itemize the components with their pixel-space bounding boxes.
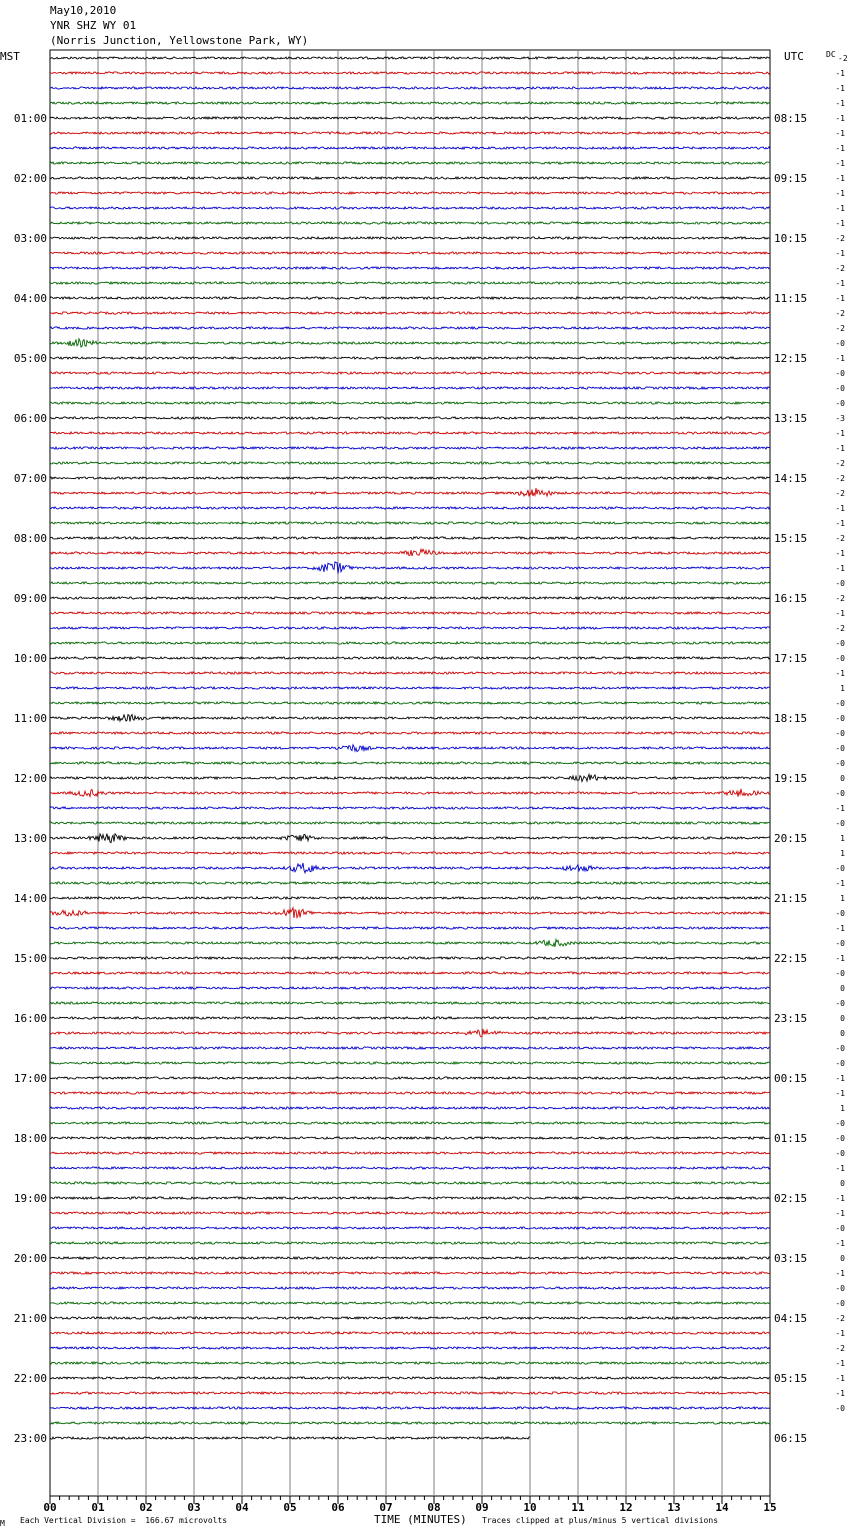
utc-hour-label: 06:15 — [774, 1432, 808, 1445]
utc-hour-label: 13:15 — [774, 412, 808, 425]
mst-hour-label: 23:00 — [13, 1432, 47, 1445]
seismic-trace — [50, 357, 770, 359]
utc-hour-label: 12:15 — [774, 352, 808, 365]
dc-offset-value: -0 — [835, 369, 845, 378]
utc-hour-label: 10:15 — [774, 232, 808, 245]
x-tick-label: 09 — [475, 1501, 489, 1514]
utc-hour-label: 21:15 — [774, 892, 808, 905]
utc-hour-label: 04:15 — [774, 1312, 808, 1325]
plot-frame — [50, 50, 770, 1496]
dc-offset-value: -2 — [835, 489, 845, 498]
x-tick-label: 02 — [139, 1501, 153, 1514]
seismic-trace — [50, 1107, 770, 1109]
utc-hour-label: 01:15 — [774, 1132, 808, 1145]
dc-offset-value: -1 — [835, 1209, 845, 1218]
seismic-trace — [50, 57, 770, 59]
seismic-trace — [50, 207, 770, 209]
dc-offset-value: -1 — [835, 1269, 845, 1278]
seismic-trace — [50, 789, 770, 797]
seismic-trace — [50, 477, 770, 479]
dc-offset-value: 0 — [840, 774, 845, 783]
dc-offset-value: -1 — [835, 219, 845, 228]
mst-hour-label: 07:00 — [13, 472, 47, 485]
seismic-trace — [50, 1227, 770, 1229]
dc-offset-value: -1 — [835, 294, 845, 303]
dc-offset-value: -0 — [835, 1119, 845, 1128]
seismic-trace — [50, 1182, 770, 1184]
dc-offset-value: -1 — [835, 1359, 845, 1368]
mst-hour-label: 18:00 — [13, 1132, 47, 1145]
seismic-trace — [50, 1302, 770, 1304]
mst-hour-label: 19:00 — [13, 1192, 47, 1205]
seismic-trace — [50, 177, 770, 179]
dc-offset-value: -1 — [835, 354, 845, 363]
dc-offset-value: 1 — [840, 894, 845, 903]
vertical-division-note: Each Vertical Division = 166.67 microvolts — [20, 1516, 228, 1525]
seismic-trace — [50, 1347, 770, 1349]
seismic-trace — [50, 522, 770, 524]
dc-offset-value: 0 — [840, 1254, 845, 1263]
dc-offset-value: -1 — [835, 1164, 845, 1173]
seismic-trace — [50, 1407, 770, 1409]
dc-offset-value: -0 — [835, 399, 845, 408]
dc-offset-value: -1 — [835, 609, 845, 618]
mst-axis-title: MST — [0, 50, 20, 63]
dc-offset-value: -0 — [835, 729, 845, 738]
seismic-trace — [50, 237, 770, 239]
mst-hour-label: 02:00 — [13, 172, 47, 185]
dc-offset-value: -1 — [835, 174, 845, 183]
dc-offset-value: -2 — [835, 264, 845, 273]
seismic-trace — [50, 1092, 770, 1094]
x-tick-label: 06 — [331, 1501, 345, 1514]
seismic-trace — [50, 432, 770, 434]
chart-station: YNR SHZ WY 01 — [50, 19, 137, 32]
dc-offset-value: -0 — [835, 909, 845, 918]
dc-offset-value: -2 — [835, 1344, 845, 1353]
seismic-trace — [50, 1002, 770, 1004]
dc-offset-value: -1 — [835, 144, 845, 153]
dc-offset-value: -2 — [835, 534, 845, 543]
x-tick-label: 13 — [667, 1501, 681, 1514]
dc-offset-value: -0 — [835, 1149, 845, 1158]
dc-offset-value: -1 — [835, 564, 845, 573]
dc-offset-value: -0 — [835, 999, 845, 1008]
x-tick-label: 00 — [43, 1501, 57, 1514]
seismic-trace — [50, 192, 770, 194]
seismic-trace — [50, 267, 770, 269]
utc-hour-label: 19:15 — [774, 772, 808, 785]
seismic-trace — [50, 1062, 770, 1064]
utc-hour-label: 16:15 — [774, 592, 808, 605]
seismic-trace — [50, 687, 770, 689]
seismic-trace — [50, 807, 770, 809]
seismic-trace — [50, 657, 770, 659]
utc-hour-label: 23:15 — [774, 1012, 808, 1025]
seismic-trace — [50, 387, 770, 389]
seismic-trace — [50, 72, 770, 74]
utc-hour-label: 09:15 — [774, 172, 808, 185]
dc-offset-value: -1 — [835, 1389, 845, 1398]
seismic-trace — [50, 987, 770, 989]
seismic-trace — [50, 774, 770, 781]
dc-offset-value: -3 — [835, 414, 845, 423]
seismic-trace — [50, 327, 770, 329]
mst-hour-label: 05:00 — [13, 352, 47, 365]
seismic-trace — [50, 462, 770, 464]
seismic-trace — [50, 822, 770, 824]
seismic-trace — [50, 627, 770, 629]
seismic-trace — [50, 1212, 770, 1214]
dc-offset-value: -0 — [835, 579, 845, 588]
seismic-trace — [50, 222, 770, 224]
seismic-trace — [50, 1152, 770, 1154]
dc-offset-value: -1 — [835, 114, 845, 123]
x-tick-label: 05 — [283, 1501, 297, 1514]
dc-offset-value: -0 — [835, 1284, 845, 1293]
seismic-trace — [50, 927, 770, 929]
dc-offset-value: -0 — [835, 654, 845, 663]
seismic-trace — [50, 672, 770, 674]
x-axis-title: TIME (MINUTES) — [374, 1513, 467, 1526]
mst-hour-label: 03:00 — [13, 232, 47, 245]
dc-offset-value: -1 — [835, 804, 845, 813]
utc-hour-label: 17:15 — [774, 652, 808, 665]
dc-offset-value: -2 — [835, 624, 845, 633]
seismic-trace — [50, 1137, 770, 1139]
dc-offset-value: 1 — [840, 684, 845, 693]
dc-offset-value: -1 — [835, 159, 845, 168]
seismic-trace — [50, 715, 770, 722]
mst-hour-label: 01:00 — [13, 112, 47, 125]
seismic-trace — [50, 562, 770, 574]
mst-hour-label: 13:00 — [13, 832, 47, 845]
dc-offset-value: -1 — [835, 249, 845, 258]
dc-offset-value: -1 — [835, 429, 845, 438]
seismic-trace — [50, 417, 770, 419]
axis-label-group — [14, 50, 848, 1514]
x-tick-label: 07 — [379, 1501, 393, 1514]
seismic-trace — [50, 282, 770, 284]
utc-hour-label: 00:15 — [774, 1072, 808, 1085]
dc-offset-value: -0 — [835, 819, 845, 828]
dc-offset-value: -2 — [835, 309, 845, 318]
dc-offset-value: -2 — [835, 459, 845, 468]
seismic-trace — [50, 762, 770, 764]
dc-offset-value: -1 — [835, 1329, 845, 1338]
dc-offset-value: -1 — [835, 954, 845, 963]
seismic-trace — [50, 882, 770, 884]
clip-note: Traces clipped at plus/minus 5 vertical divisions — [482, 1516, 719, 1525]
dc-offset-value: -0 — [835, 639, 845, 648]
dc-offset-value: -1 — [835, 444, 845, 453]
seismic-trace — [50, 402, 770, 404]
seismic-trace — [50, 447, 770, 449]
dc-offset-value: -1 — [835, 84, 845, 93]
utc-hour-label: 14:15 — [774, 472, 808, 485]
dc-offset-value: -2 — [835, 324, 845, 333]
x-tick-label: 15 — [763, 1501, 777, 1514]
dc-offset-value: -1 — [835, 189, 845, 198]
seismic-trace — [50, 1392, 770, 1394]
seismic-trace — [50, 642, 770, 644]
dc-offset-value: -0 — [835, 969, 845, 978]
dc-offset-value: -1 — [835, 1194, 845, 1203]
dc-offset-value: -2 — [835, 594, 845, 603]
dc-top-value: -2 — [838, 54, 848, 63]
utc-hour-label: 02:15 — [774, 1192, 808, 1205]
seismic-trace — [50, 1332, 770, 1334]
dc-offset-value: 0 — [840, 1029, 845, 1038]
dc-offset-value: -0 — [835, 1299, 845, 1308]
seismic-trace — [50, 852, 770, 854]
mst-hour-label: 20:00 — [13, 1252, 47, 1265]
x-tick-label: 04 — [235, 1501, 249, 1514]
seismic-trace — [50, 102, 770, 104]
seismic-trace — [50, 1077, 770, 1079]
seismic-trace — [50, 1242, 770, 1244]
x-tick-label: 08 — [427, 1501, 441, 1514]
mst-hour-label: 12:00 — [13, 772, 47, 785]
seismic-trace — [50, 597, 770, 599]
dc-offset-value: -1 — [835, 1239, 845, 1248]
seismic-trace — [50, 1272, 770, 1274]
dc-offset-value: -0 — [835, 1224, 845, 1233]
dc-offset-value: -1 — [835, 549, 845, 558]
dc-offset-value: 0 — [840, 1179, 845, 1188]
seismic-trace — [50, 940, 770, 948]
seismic-trace — [50, 612, 770, 614]
seismic-trace — [50, 1167, 770, 1169]
dc-offset-value: 1 — [840, 1104, 845, 1113]
utc-axis-title: UTC — [784, 50, 804, 63]
seismic-trace — [50, 1287, 770, 1289]
utc-hour-label: 11:15 — [774, 292, 808, 305]
x-tick-label: 11 — [571, 1501, 585, 1514]
seismic-trace — [50, 488, 770, 497]
dc-offset-value: -0 — [835, 714, 845, 723]
dc-offset-value: -1 — [835, 1089, 845, 1098]
seismic-trace — [50, 908, 770, 918]
dc-offset-value: -0 — [835, 864, 845, 873]
dc-offset-value: -2 — [835, 1314, 845, 1323]
seismic-trace — [50, 507, 770, 509]
utc-hour-label: 03:15 — [774, 1252, 808, 1265]
seismic-trace — [50, 897, 770, 899]
dc-offset-value: -0 — [835, 744, 845, 753]
mst-hour-label: 09:00 — [13, 592, 47, 605]
mst-hour-label: 11:00 — [13, 712, 47, 725]
seismic-trace — [50, 252, 770, 254]
utc-hour-label: 20:15 — [774, 832, 808, 845]
seismic-trace — [50, 1017, 770, 1019]
mst-hour-label: 14:00 — [13, 892, 47, 905]
chart-date: May10,2010 — [50, 4, 117, 17]
dc-offset-value: -2 — [835, 234, 845, 243]
chart-location: (Norris Junction, Yellowstone Park, WY) — [50, 34, 309, 47]
mst-hour-label: 22:00 — [13, 1372, 47, 1385]
dc-offset-value: 0 — [840, 984, 845, 993]
dc-offset-value: -1 — [835, 279, 845, 288]
seismic-trace — [50, 372, 770, 374]
utc-hour-label: 15:15 — [774, 532, 808, 545]
dc-offset-value: -0 — [835, 1404, 845, 1413]
seismic-trace — [50, 702, 770, 704]
seismic-trace — [50, 834, 770, 843]
dc-offset-value: -1 — [835, 519, 845, 528]
mst-hour-label: 21:00 — [13, 1312, 47, 1325]
dc-offset-value: -0 — [835, 384, 845, 393]
utc-hour-label: 22:15 — [774, 952, 808, 965]
mst-hour-label: 16:00 — [13, 1012, 47, 1025]
dc-offset-value: -1 — [835, 879, 845, 888]
seismic-trace — [50, 745, 770, 752]
utc-hour-label: 08:15 — [774, 112, 808, 125]
seismic-trace — [50, 1377, 770, 1379]
dc-offset-value: -1 — [835, 1074, 845, 1083]
dc-offset-value: -2 — [835, 474, 845, 483]
seismic-trace — [50, 132, 770, 134]
dc-offset-value: 1 — [840, 849, 845, 858]
mst-hour-label: 08:00 — [13, 532, 47, 545]
x-tick-label: 12 — [619, 1501, 633, 1514]
dc-offset-value: -1 — [835, 69, 845, 78]
seismic-trace — [50, 87, 770, 89]
seismic-trace — [50, 582, 770, 584]
mst-hour-label: 17:00 — [13, 1072, 47, 1085]
seismic-trace — [50, 162, 770, 164]
dc-offset-value: -1 — [835, 204, 845, 213]
dc-offset-value: -1 — [835, 1374, 845, 1383]
x-tick-label: 03 — [187, 1501, 201, 1514]
mst-hour-label: 10:00 — [13, 652, 47, 665]
seismic-trace — [50, 1047, 770, 1049]
seismic-trace — [50, 117, 770, 119]
dc-offset-value: 0 — [840, 1014, 845, 1023]
dc-offset-value: 1 — [840, 834, 845, 843]
utc-hour-label: 18:15 — [774, 712, 808, 725]
x-tick-label: 01 — [91, 1501, 105, 1514]
seismic-trace — [50, 549, 770, 556]
seismic-trace — [50, 1317, 770, 1319]
seismic-trace — [50, 972, 770, 974]
dc-offset-value: -1 — [835, 129, 845, 138]
seismic-trace — [50, 1422, 770, 1424]
seismic-trace — [50, 297, 770, 299]
dc-offset-value: -1 — [835, 504, 845, 513]
seismic-trace — [50, 537, 770, 539]
dc-offset-value: -0 — [835, 759, 845, 768]
seismic-trace — [50, 863, 770, 873]
seismic-trace — [50, 1257, 770, 1259]
trace-group — [50, 57, 770, 1439]
dc-label: DC — [826, 50, 836, 59]
seismic-trace — [50, 1362, 770, 1364]
dc-offset-value: -0 — [835, 339, 845, 348]
dc-offset-value: -0 — [835, 1134, 845, 1143]
dc-offset-value: -0 — [835, 1044, 845, 1053]
mst-hour-label: 15:00 — [13, 952, 47, 965]
dc-offset-value: -0 — [835, 699, 845, 708]
seismic-trace — [50, 339, 770, 347]
x-tick-label: 10 — [523, 1501, 537, 1514]
dc-offset-value: -0 — [835, 1059, 845, 1068]
seismic-trace — [50, 1197, 770, 1199]
dc-offset-value: -0 — [835, 939, 845, 948]
dc-offset-value: -0 — [835, 789, 845, 798]
dc-offset-value: -1 — [835, 99, 845, 108]
seismic-trace — [50, 1029, 770, 1037]
utc-hour-label: 05:15 — [774, 1372, 808, 1385]
mst-hour-label: 06:00 — [13, 412, 47, 425]
seismic-trace — [50, 957, 770, 959]
dc-offset-value: -1 — [835, 924, 845, 933]
x-tick-label: 14 — [715, 1501, 729, 1514]
mst-hour-label: 04:00 — [13, 292, 47, 305]
seismic-trace — [50, 312, 770, 314]
seismic-trace — [50, 147, 770, 149]
dc-offset-value: -1 — [835, 669, 845, 678]
seismic-trace — [50, 1122, 770, 1124]
seismic-trace — [50, 732, 770, 734]
logo-mark: M — [0, 1519, 5, 1528]
